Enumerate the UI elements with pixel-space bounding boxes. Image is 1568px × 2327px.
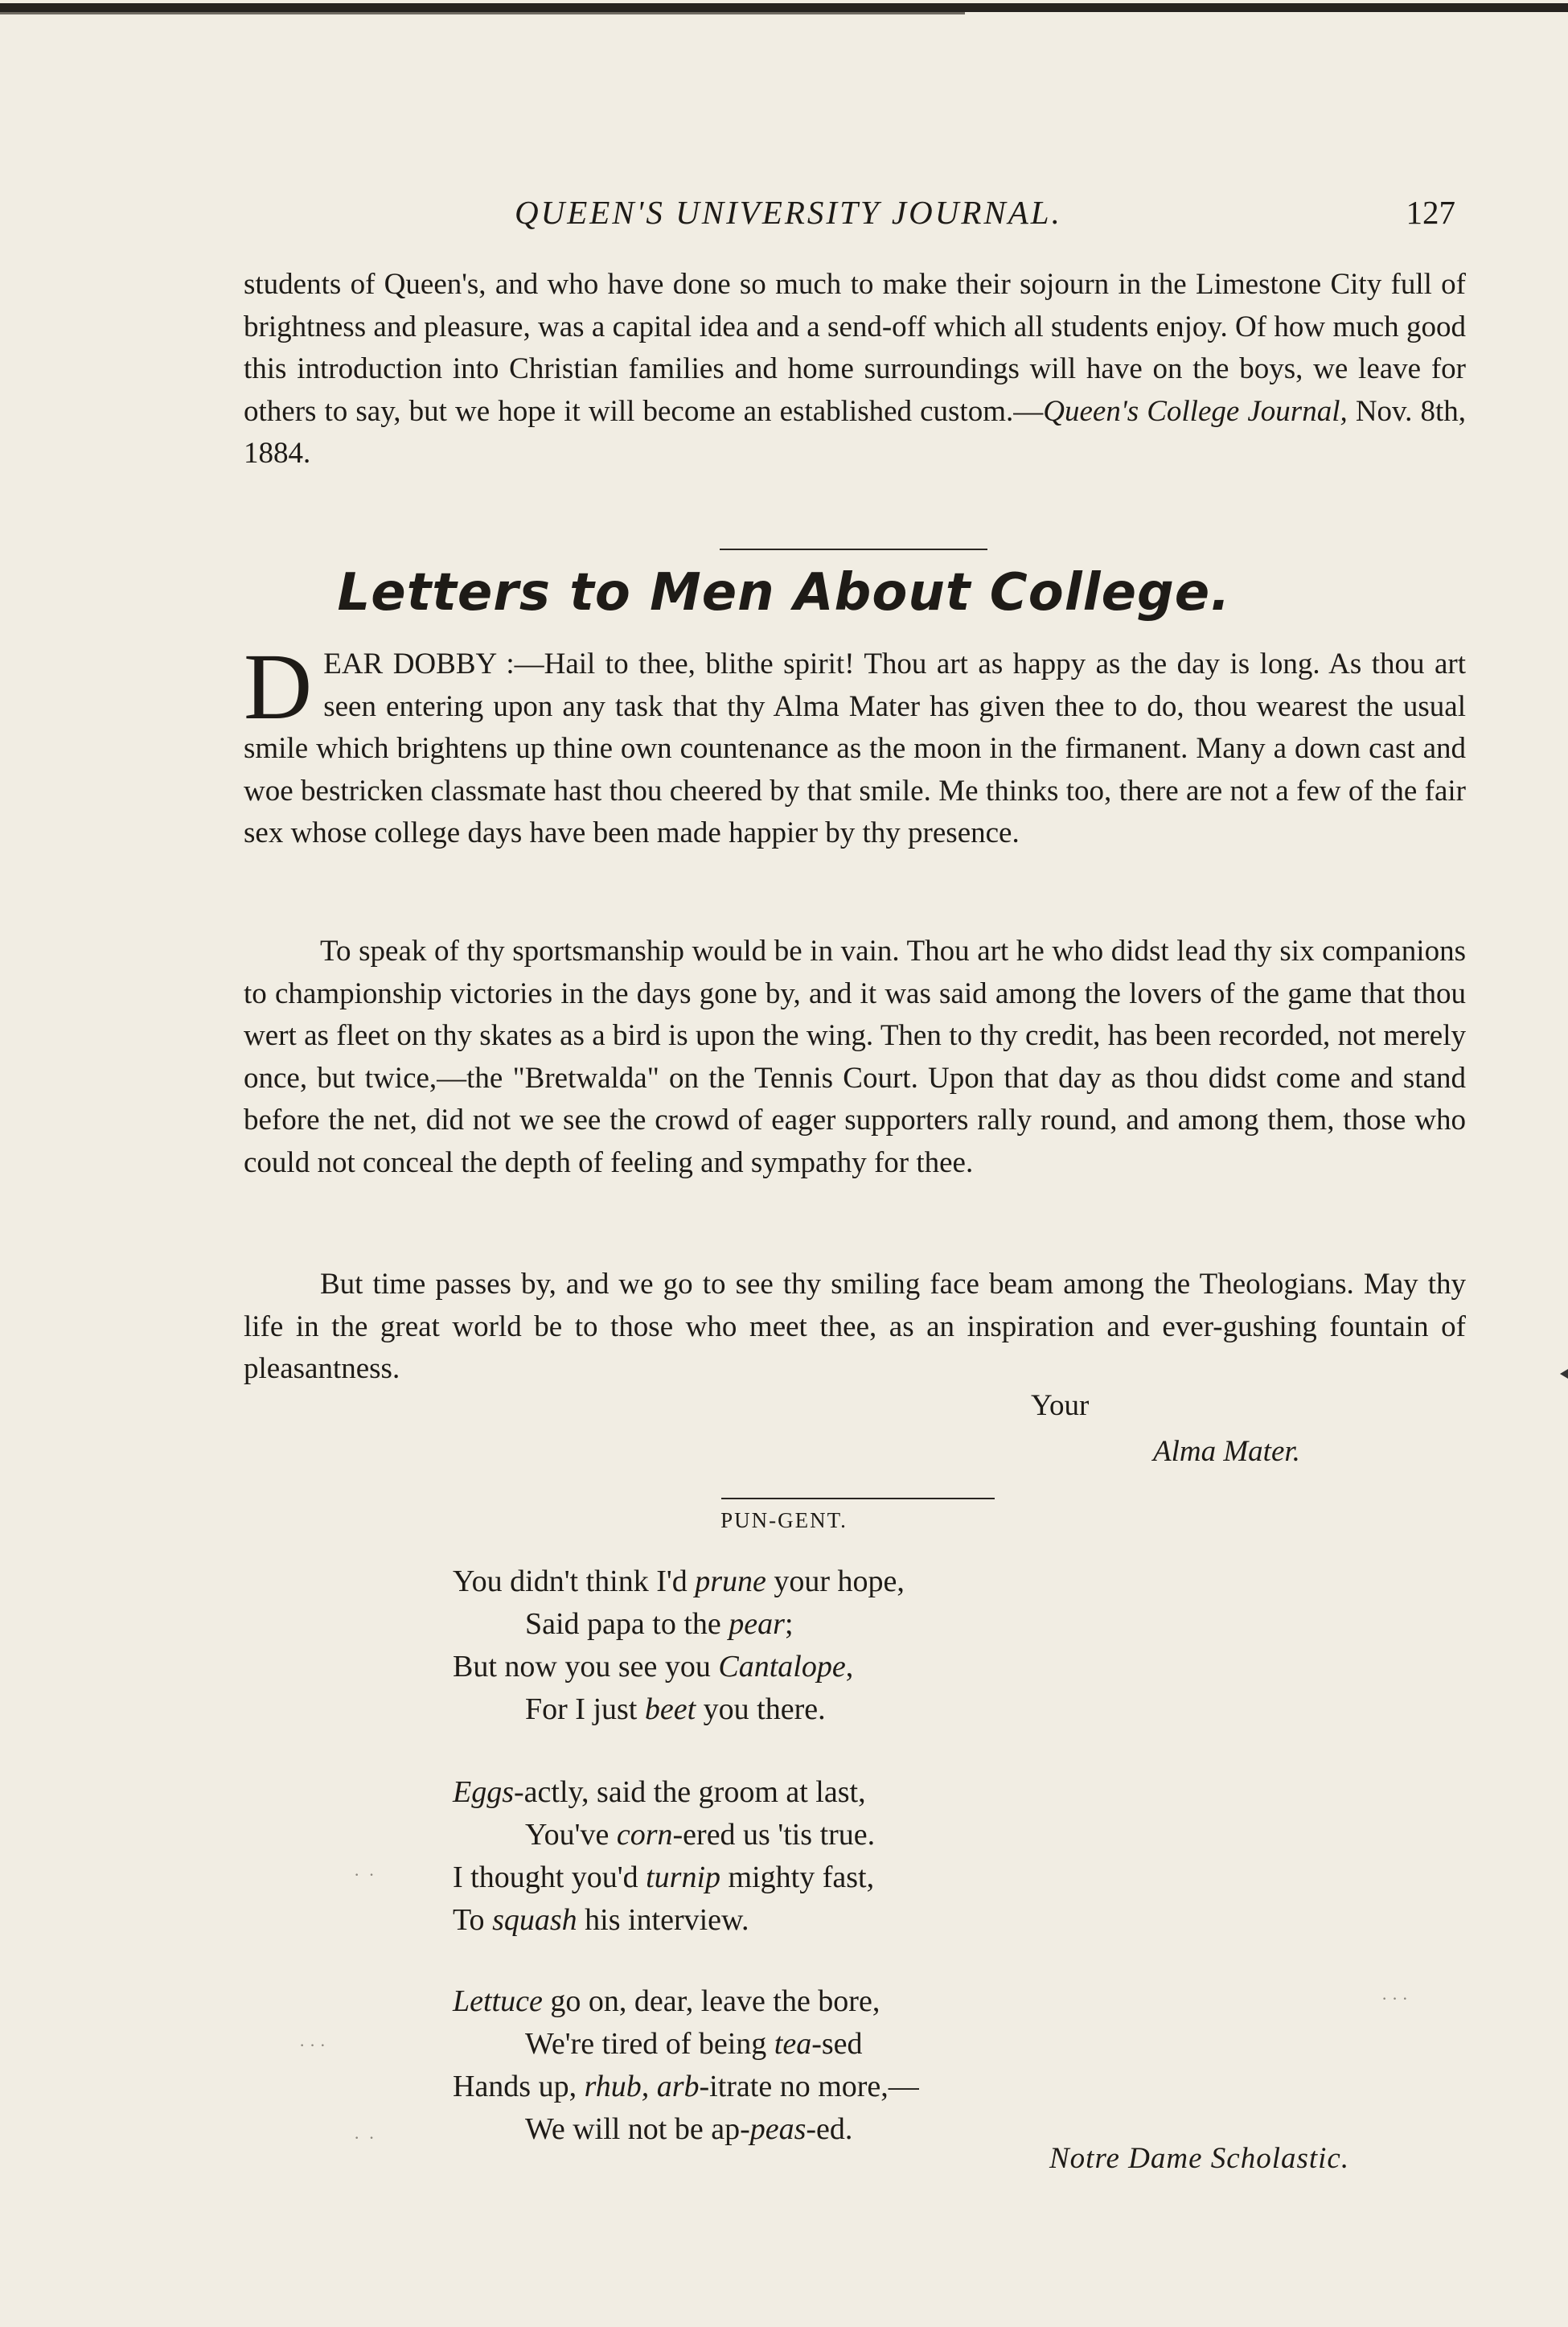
running-title: QUEEN'S UNIVERSITY JOURNAL. <box>515 194 1062 231</box>
poem-stanza-1 <box>453 1560 905 1731</box>
running-head <box>241 193 1463 241</box>
scan-speck: · · <box>354 1864 375 1885</box>
poem-line: You've corn-ered us 'tis true. <box>525 1818 876 1852</box>
section-divider-poem <box>721 1498 995 1499</box>
poem-line: Said papa to the pear; <box>525 1607 794 1641</box>
poem-line: Hands up, rhub, arb-itrate no more,— <box>453 2070 919 2103</box>
poem-line: You didn't think I'd prune your hope, <box>453 1564 905 1598</box>
scan-speck: · · · <box>1381 1988 1408 2008</box>
poem-source: Notre Dame Scholastic. <box>1049 2142 1350 2175</box>
poem-line: Lettuce go on, dear, leave the bore, <box>453 1984 880 2018</box>
letter-closing: Your <box>1031 1389 1090 1422</box>
letter-paragraph-1 <box>244 634 1466 855</box>
scan-speck: · · · <box>299 2035 326 2055</box>
poem-line: We're tired of being tea-sed <box>525 2027 863 2061</box>
top-rule-band <box>0 3 1568 12</box>
poem-line: For I just beet you there. <box>525 1692 826 1726</box>
poem-line: But now you see you Cantalope, <box>453 1650 854 1684</box>
poem-line: Eggs-actly, said the groom at last, <box>453 1775 866 1809</box>
top-rule-shadow <box>0 12 965 14</box>
section-divider-top <box>720 549 987 550</box>
poem-stanza-2 <box>453 1771 875 1942</box>
article-headline: Letters to Men About College. <box>337 563 1231 623</box>
intro-paragraph <box>244 264 1466 475</box>
letter-paragraph-1-text: Hail to thee, blithe spirit! Thou art as happy as the day is long. As thou art seen entering upon any task that thy Alma Mater has given thee to do, thou wearest the usual smile which brightens up thine own countenance as the moon in the firmanent. Many a down cast and woe bestricken classmate hast thou cheered by that smile. Me thinks too, there are not a few of the fair sex whose college days have been made happier by thy presence. <box>244 648 1466 849</box>
intro-text: students of Queen's, and who have done so much to make their sojourn in the Limestone City full of brightness and pleasure, was a capital idea and a send-off which all students enjoy. Of how much good this introduction into Christian families and home surroundings will have on the boys, we leave for others to say, but we hope it will become an established custom.— <box>244 268 1466 428</box>
poem-stanza-3 <box>453 1980 919 2151</box>
letter-salutation: EAR DOBBY :— <box>323 648 544 680</box>
drop-cap: D <box>244 634 313 739</box>
poem-line: I thought you'd turnip mighty fast, <box>453 1860 875 1894</box>
page-top-border <box>0 0 1568 18</box>
scan-speck: · · <box>354 2128 375 2148</box>
letter-paragraph-3: But time passes by, and we go to see thy smiling face beam among the Theologians. May thy life in the great world be to those who meet thee, as an inspiration and ever-gushing fountain of pleasantness. <box>244 1268 1466 1385</box>
letter-paragraph-2: To speak of thy sportsmanship would be in vain. Thou art he who didst lead thy six companions to championship victories in the days gone by, and it was said among the lovers of the game that thou wert as fleet on thy skates as a bird is upon the wing. Then to thy credit, has been recorded, not merely once, but twice,—the "Bretwalda" on the Tennis Court. Upon that day as thou didst come and stand before the net, did not we see the crowd of eager supporters rally round, and among them, those who could not conceal the depth of feeling and sympathy for thee. <box>244 935 1466 1179</box>
margin-arrow-icon <box>1560 1369 1568 1379</box>
letter-signature: Alma Mater. <box>1153 1435 1300 1468</box>
intro-citation-date: Nov. 8th, 1884. <box>244 394 1466 470</box>
poem-line: We will not be ap-peas-ed. <box>525 2112 853 2146</box>
poem-title: PUN-GENT. <box>720 1508 848 1532</box>
page-number: 127 <box>1406 194 1455 231</box>
poem-line: To squash his interview. <box>453 1903 749 1937</box>
intro-citation: Queen's College Journal, <box>1043 394 1348 428</box>
